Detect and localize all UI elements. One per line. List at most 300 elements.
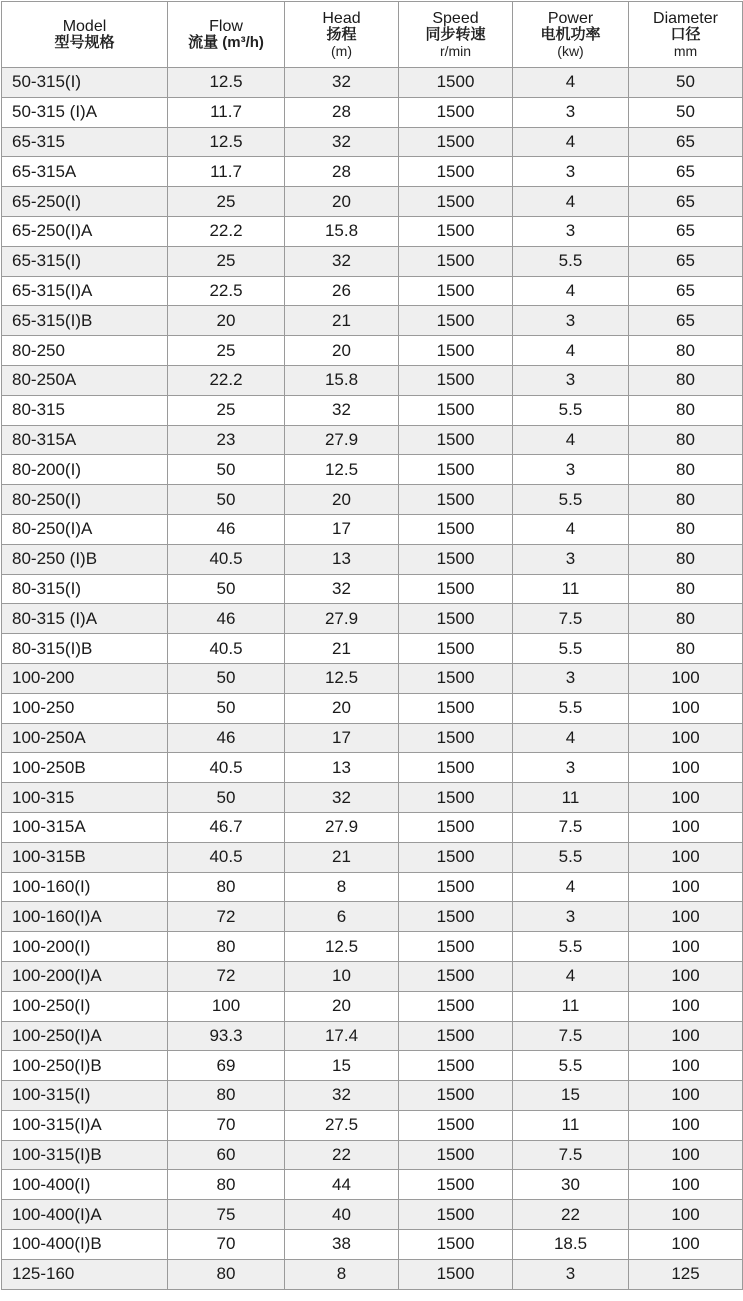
table-row — [2, 961, 743, 991]
power-header-unit: (kw) — [557, 42, 584, 59]
diameter-cell: 100 — [629, 723, 743, 753]
power-cell: 3 — [513, 663, 629, 693]
speed-cell: 1500 — [399, 157, 513, 187]
table-row — [2, 783, 743, 813]
head-cell: 15.8 — [285, 365, 399, 395]
head-cell: 28 — [285, 157, 399, 187]
model-cell: 100-315B — [2, 842, 168, 872]
diameter-header-cn: 口径 — [670, 25, 701, 43]
model-cell: 80-250A — [2, 365, 168, 395]
diameter-cell: 100 — [629, 1021, 743, 1051]
diameter-cell: 100 — [629, 1170, 743, 1200]
speed-cell: 1500 — [399, 68, 513, 98]
speed-cell: 1500 — [399, 1021, 513, 1051]
flow-cell: 46.7 — [168, 812, 285, 842]
flow-cell: 25 — [168, 187, 285, 217]
power-cell: 3 — [513, 902, 629, 932]
speed-cell: 1500 — [399, 425, 513, 455]
diameter-cell: 80 — [629, 395, 743, 425]
flow-cell: 20 — [168, 306, 285, 336]
diameter-cell: 80 — [629, 455, 743, 485]
table-row — [2, 1140, 743, 1170]
power-cell: 5.5 — [513, 246, 629, 276]
table-row — [2, 604, 743, 634]
head-cell: 32 — [285, 127, 399, 157]
speed-cell: 1500 — [399, 1200, 513, 1230]
head-cell: 40 — [285, 1200, 399, 1230]
diameter-cell: 80 — [629, 336, 743, 366]
diameter-cell: 65 — [629, 127, 743, 157]
head-cell: 27.5 — [285, 1110, 399, 1140]
table-row — [2, 1230, 743, 1260]
model-header-en: Model — [62, 17, 107, 35]
model-cell: 65-315(I) — [2, 246, 168, 276]
head-cell: 32 — [285, 1081, 399, 1111]
table-row — [2, 485, 743, 515]
diameter-cell: 80 — [629, 574, 743, 604]
power-cell: 3 — [513, 365, 629, 395]
model-cell: 100-400(I) — [2, 1170, 168, 1200]
power-cell: 4 — [513, 961, 629, 991]
speed-cell: 1500 — [399, 932, 513, 962]
power-cell: 7.5 — [513, 604, 629, 634]
table-row — [2, 395, 743, 425]
flow-cell: 50 — [168, 663, 285, 693]
flow-cell: 70 — [168, 1110, 285, 1140]
model-cell: 100-315(I)A — [2, 1110, 168, 1140]
speed-cell: 1500 — [399, 306, 513, 336]
flow-cell: 46 — [168, 723, 285, 753]
diameter-cell: 80 — [629, 634, 743, 664]
head-cell: 12.5 — [285, 932, 399, 962]
diameter-cell: 65 — [629, 306, 743, 336]
power-cell: 5.5 — [513, 395, 629, 425]
table-row — [2, 276, 743, 306]
power-cell: 11 — [513, 574, 629, 604]
flow-cell: 100 — [168, 991, 285, 1021]
diameter-cell: 65 — [629, 157, 743, 187]
flow-cell: 11.7 — [168, 157, 285, 187]
flow-cell: 50 — [168, 455, 285, 485]
table-row — [2, 693, 743, 723]
power-cell: 5.5 — [513, 1051, 629, 1081]
power-cell: 30 — [513, 1170, 629, 1200]
speed-cell: 1500 — [399, 783, 513, 813]
head-cell: 10 — [285, 961, 399, 991]
flow-cell: 75 — [168, 1200, 285, 1230]
power-cell: 5.5 — [513, 932, 629, 962]
power-cell: 3 — [513, 455, 629, 485]
model-cell: 100-315(I) — [2, 1081, 168, 1111]
speed-cell: 1500 — [399, 1081, 513, 1111]
model-cell: 50-315(I) — [2, 68, 168, 98]
head-cell: 21 — [285, 306, 399, 336]
column-header-model — [2, 2, 168, 68]
flow-cell: 50 — [168, 574, 285, 604]
column-header-speed — [399, 2, 513, 68]
head-cell: 27.9 — [285, 812, 399, 842]
head-cell: 21 — [285, 842, 399, 872]
flow-cell: 11.7 — [168, 97, 285, 127]
table-row — [2, 455, 743, 485]
diameter-cell: 65 — [629, 216, 743, 246]
power-cell: 3 — [513, 753, 629, 783]
table-row — [2, 425, 743, 455]
diameter-cell: 100 — [629, 1140, 743, 1170]
head-cell: 17.4 — [285, 1021, 399, 1051]
model-cell: 80-250 (I)B — [2, 544, 168, 574]
power-cell: 4 — [513, 187, 629, 217]
speed-cell: 1500 — [399, 574, 513, 604]
diameter-cell: 100 — [629, 991, 743, 1021]
diameter-cell: 100 — [629, 1200, 743, 1230]
flow-cell: 60 — [168, 1140, 285, 1170]
power-cell: 3 — [513, 216, 629, 246]
flow-cell: 69 — [168, 1051, 285, 1081]
flow-header-en: Flow — [209, 17, 243, 35]
flow-cell: 22.5 — [168, 276, 285, 306]
head-cell: 44 — [285, 1170, 399, 1200]
power-cell: 4 — [513, 514, 629, 544]
flow-cell: 50 — [168, 783, 285, 813]
table-row — [2, 812, 743, 842]
flow-cell: 46 — [168, 514, 285, 544]
model-cell: 100-315 — [2, 783, 168, 813]
table-row — [2, 336, 743, 366]
head-cell: 22 — [285, 1140, 399, 1170]
header-row — [2, 2, 743, 68]
power-cell: 4 — [513, 723, 629, 753]
table-row — [2, 246, 743, 276]
model-cell: 80-315(I) — [2, 574, 168, 604]
flow-cell: 22.2 — [168, 216, 285, 246]
speed-cell: 1500 — [399, 544, 513, 574]
flow-cell: 12.5 — [168, 68, 285, 98]
flow-cell: 80 — [168, 1259, 285, 1289]
model-cell: 100-250B — [2, 753, 168, 783]
table-row — [2, 902, 743, 932]
diameter-cell: 65 — [629, 246, 743, 276]
model-cell: 100-250A — [2, 723, 168, 753]
head-header-cn: 扬程 — [326, 25, 357, 43]
flow-cell: 25 — [168, 395, 285, 425]
diameter-header-en: Diameter — [653, 9, 718, 27]
power-cell: 4 — [513, 68, 629, 98]
head-cell: 8 — [285, 872, 399, 902]
head-cell: 27.9 — [285, 604, 399, 634]
model-cell: 80-250(I)A — [2, 514, 168, 544]
model-cell: 80-200(I) — [2, 455, 168, 485]
model-cell: 100-250 — [2, 693, 168, 723]
speed-cell: 1500 — [399, 365, 513, 395]
model-cell: 100-400(I)B — [2, 1230, 168, 1260]
speed-cell: 1500 — [399, 485, 513, 515]
speed-header-en: Speed — [432, 9, 479, 27]
table-row — [2, 544, 743, 574]
diameter-cell: 100 — [629, 1230, 743, 1260]
diameter-cell: 100 — [629, 1081, 743, 1111]
model-cell: 80-315A — [2, 425, 168, 455]
diameter-cell: 100 — [629, 1110, 743, 1140]
power-cell: 4 — [513, 276, 629, 306]
model-cell: 80-315 — [2, 395, 168, 425]
diameter-cell: 100 — [629, 663, 743, 693]
pump-spec-table — [1, 1, 743, 1290]
power-cell: 3 — [513, 306, 629, 336]
power-header-en: Power — [547, 9, 594, 27]
head-cell: 15 — [285, 1051, 399, 1081]
head-cell: 15.8 — [285, 216, 399, 246]
power-cell: 4 — [513, 127, 629, 157]
speed-cell: 1500 — [399, 634, 513, 664]
model-cell: 80-315 (I)A — [2, 604, 168, 634]
table-row — [2, 634, 743, 664]
table-row — [2, 365, 743, 395]
model-cell: 100-250(I)B — [2, 1051, 168, 1081]
power-cell: 7.5 — [513, 1021, 629, 1051]
power-cell: 3 — [513, 544, 629, 574]
table-row — [2, 187, 743, 217]
model-cell: 100-315(I)B — [2, 1140, 168, 1170]
speed-cell: 1500 — [399, 961, 513, 991]
speed-cell: 1500 — [399, 1140, 513, 1170]
diameter-cell: 80 — [629, 544, 743, 574]
head-cell: 26 — [285, 276, 399, 306]
table-row — [2, 932, 743, 962]
diameter-cell: 100 — [629, 872, 743, 902]
head-cell: 38 — [285, 1230, 399, 1260]
flow-cell: 72 — [168, 961, 285, 991]
table-row — [2, 1051, 743, 1081]
power-cell: 5.5 — [513, 634, 629, 664]
model-cell: 80-315(I)B — [2, 634, 168, 664]
speed-cell: 1500 — [399, 276, 513, 306]
model-cell: 65-315(I)A — [2, 276, 168, 306]
table-row — [2, 1170, 743, 1200]
power-cell: 11 — [513, 1110, 629, 1140]
model-cell: 100-400(I)A — [2, 1200, 168, 1230]
column-header-power — [513, 2, 629, 68]
diameter-cell: 80 — [629, 604, 743, 634]
flow-cell: 23 — [168, 425, 285, 455]
power-cell: 7.5 — [513, 812, 629, 842]
speed-header-unit: r/min — [439, 42, 472, 59]
speed-cell: 1500 — [399, 395, 513, 425]
flow-cell: 80 — [168, 932, 285, 962]
table-row — [2, 663, 743, 693]
diameter-cell: 100 — [629, 812, 743, 842]
flow-cell: 40.5 — [168, 634, 285, 664]
model-cell: 100-200(I) — [2, 932, 168, 962]
diameter-cell: 65 — [629, 276, 743, 306]
speed-cell: 1500 — [399, 902, 513, 932]
flow-cell: 80 — [168, 872, 285, 902]
head-cell: 32 — [285, 574, 399, 604]
table-row — [2, 1110, 743, 1140]
power-cell: 11 — [513, 783, 629, 813]
head-cell: 20 — [285, 336, 399, 366]
column-header-head — [285, 2, 399, 68]
head-cell: 21 — [285, 634, 399, 664]
model-cell: 100-200 — [2, 663, 168, 693]
diameter-header-unit: mm — [673, 42, 698, 59]
model-cell: 100-160(I)A — [2, 902, 168, 932]
table-body — [2, 68, 743, 1290]
speed-cell: 1500 — [399, 872, 513, 902]
diameter-cell: 80 — [629, 425, 743, 455]
power-cell: 5.5 — [513, 693, 629, 723]
model-cell: 80-250 — [2, 336, 168, 366]
speed-cell: 1500 — [399, 455, 513, 485]
model-cell: 100-315A — [2, 812, 168, 842]
flow-cell: 40.5 — [168, 842, 285, 872]
head-cell: 12.5 — [285, 455, 399, 485]
diameter-cell: 100 — [629, 783, 743, 813]
diameter-cell: 100 — [629, 932, 743, 962]
table-row — [2, 991, 743, 1021]
diameter-cell: 80 — [629, 485, 743, 515]
flow-cell: 70 — [168, 1230, 285, 1260]
power-cell: 18.5 — [513, 1230, 629, 1260]
head-cell: 17 — [285, 723, 399, 753]
model-cell: 65-315A — [2, 157, 168, 187]
table-row — [2, 753, 743, 783]
flow-cell: 12.5 — [168, 127, 285, 157]
speed-cell: 1500 — [399, 1170, 513, 1200]
head-cell: 12.5 — [285, 663, 399, 693]
head-cell: 32 — [285, 68, 399, 98]
model-cell: 65-315(I)B — [2, 306, 168, 336]
diameter-cell: 80 — [629, 365, 743, 395]
flow-cell: 22.2 — [168, 365, 285, 395]
diameter-cell: 100 — [629, 753, 743, 783]
speed-cell: 1500 — [399, 812, 513, 842]
head-header-en: Head — [322, 9, 361, 27]
speed-cell: 1500 — [399, 514, 513, 544]
head-cell: 20 — [285, 693, 399, 723]
head-cell: 13 — [285, 753, 399, 783]
flow-cell: 50 — [168, 693, 285, 723]
diameter-cell: 50 — [629, 68, 743, 98]
model-cell: 100-160(I) — [2, 872, 168, 902]
table-row — [2, 723, 743, 753]
speed-cell: 1500 — [399, 604, 513, 634]
flow-cell: 25 — [168, 246, 285, 276]
power-cell: 3 — [513, 157, 629, 187]
speed-cell: 1500 — [399, 663, 513, 693]
column-header-diameter — [629, 2, 743, 68]
power-cell: 4 — [513, 425, 629, 455]
diameter-cell: 100 — [629, 693, 743, 723]
model-header-cn: 型号规格 — [54, 33, 115, 51]
model-cell: 100-250(I) — [2, 991, 168, 1021]
flow-header-cn: 流量 (m³/h) — [188, 33, 264, 51]
speed-header-cn: 同步转速 — [425, 25, 486, 43]
power-cell: 7.5 — [513, 1140, 629, 1170]
model-cell: 80-250(I) — [2, 485, 168, 515]
diameter-cell: 100 — [629, 842, 743, 872]
speed-cell: 1500 — [399, 216, 513, 246]
speed-cell: 1500 — [399, 187, 513, 217]
power-cell: 22 — [513, 1200, 629, 1230]
table-row — [2, 97, 743, 127]
diameter-cell: 50 — [629, 97, 743, 127]
column-header-flow — [168, 2, 285, 68]
power-cell: 3 — [513, 97, 629, 127]
head-cell: 13 — [285, 544, 399, 574]
table-row — [2, 1200, 743, 1230]
speed-cell: 1500 — [399, 1259, 513, 1289]
head-cell: 6 — [285, 902, 399, 932]
head-cell: 8 — [285, 1259, 399, 1289]
head-header-unit: (m) — [331, 42, 352, 59]
speed-cell: 1500 — [399, 753, 513, 783]
speed-cell: 1500 — [399, 246, 513, 276]
speed-cell: 1500 — [399, 1110, 513, 1140]
table-row — [2, 514, 743, 544]
model-cell: 50-315 (I)A — [2, 97, 168, 127]
model-cell: 65-250(I)A — [2, 216, 168, 246]
power-cell: 11 — [513, 991, 629, 1021]
diameter-cell: 125 — [629, 1259, 743, 1289]
head-cell: 32 — [285, 246, 399, 276]
table-row — [2, 68, 743, 98]
model-cell: 100-250(I)A — [2, 1021, 168, 1051]
speed-cell: 1500 — [399, 693, 513, 723]
head-cell: 27.9 — [285, 425, 399, 455]
diameter-cell: 80 — [629, 514, 743, 544]
table-row — [2, 872, 743, 902]
speed-cell: 1500 — [399, 127, 513, 157]
power-cell: 4 — [513, 872, 629, 902]
table-row — [2, 842, 743, 872]
pump-spec-table-container — [1, 1, 742, 1290]
flow-cell: 40.5 — [168, 544, 285, 574]
table-row — [2, 574, 743, 604]
table-header — [2, 2, 743, 68]
table-row — [2, 157, 743, 187]
model-cell: 65-250(I) — [2, 187, 168, 217]
flow-cell: 93.3 — [168, 1021, 285, 1051]
flow-cell: 25 — [168, 336, 285, 366]
speed-cell: 1500 — [399, 723, 513, 753]
table-row — [2, 1259, 743, 1289]
speed-cell: 1500 — [399, 336, 513, 366]
diameter-cell: 100 — [629, 1051, 743, 1081]
table-row — [2, 306, 743, 336]
diameter-cell: 65 — [629, 187, 743, 217]
flow-cell: 72 — [168, 902, 285, 932]
flow-cell: 40.5 — [168, 753, 285, 783]
diameter-cell: 100 — [629, 961, 743, 991]
power-header-cn: 电机功率 — [540, 25, 601, 43]
speed-cell: 1500 — [399, 1051, 513, 1081]
power-cell: 3 — [513, 1259, 629, 1289]
head-cell: 32 — [285, 783, 399, 813]
model-cell: 65-315 — [2, 127, 168, 157]
power-cell: 4 — [513, 336, 629, 366]
flow-cell: 50 — [168, 485, 285, 515]
table-row — [2, 216, 743, 246]
speed-cell: 1500 — [399, 1230, 513, 1260]
power-cell: 15 — [513, 1081, 629, 1111]
flow-cell: 80 — [168, 1081, 285, 1111]
head-cell: 20 — [285, 187, 399, 217]
speed-cell: 1500 — [399, 97, 513, 127]
model-cell: 100-200(I)A — [2, 961, 168, 991]
head-cell: 17 — [285, 514, 399, 544]
table-row — [2, 1021, 743, 1051]
